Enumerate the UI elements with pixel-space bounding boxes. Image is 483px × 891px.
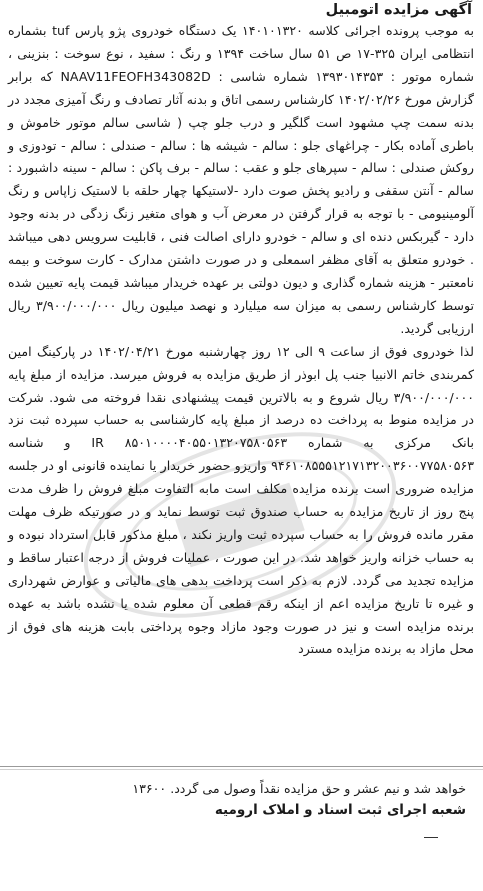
section-divider [0,766,483,767]
notice-body: به موجب پرونده اجرائی کلاسه ۱۴۰۱۰۱۳۲۰ یک دستگاه خودروی پژو پارس tuf بشماره انتظامی ایران ۳۲۵-۱۷ ص ۵۱ سال ساخت ۱۳۹۴ و رنگ : سفید ، نوع سوخت : بنزینی ، شماره موتور : ۱۳۹۳۰۱۴۳۵۳ شماره شاسی : NAAV11FEOFH343082D که برابر گزارش مورخ ۱۴۰۲/۰۲/۲۶ کارشناس رسمی اتاق و بدنه آثار تصادف و رنگ آمیزی مجدد در بدنه سمت چپ مشهود است گلگیر و درب جلو چپ ( شاسی سالم موتور خاموش و باطری آماده بکار - چراغهای جلو : سالم - شیشه ها : سالم - صندلی : سالم - تودوزی و روکش صندلی : سالم - سپرهای جلو و عقب : سالم - برف پاکن : سالم - سینه داشبورد : سالم - آنتن سقفی و رادیو پخش صوت دارد -لاستیکها چهار حلقه با لاستیک زاپاس و رنگ آلومینیومی - با توجه به قرار گرفتن در معرض آب و هوای متغیر زنگ زدگی در بدنه وجود دارد - گیربکس دنده ای و سالم - خودرو دارای اصالت فنی ، قابلیت سرویس دهی میباشد . خودرو متعلق به آقای مظفر اسمعلی و در صورت داشتن مدارک - کارت سوخت و بیمه نامعتبر - هزینه شماره گذاری و دیون دولتی بر عهده خریدار میباشد قیمت پایه تعیین شده توسط کارشناس رسمی به میزان سه میلیارد و نهصد میلیون ریال ۳/۹۰۰/۰۰۰/۰۰۰ ریال ارزیابی گردید. [8,23,475,336]
notice-body-continued: لذا خودروی فوق از ساعت ۹ الی ۱۲ روز چهارشنبه مورخ ۱۴۰۲/۰۴/۲۱ در پارکینگ امین کمربندی خاتم الانبیا جنب پل ابوذر از طریق مزایده به فروش میرسد. مزایده از مبلغ پایه ۳/۹۰۰/۰۰۰/۰۰۰ ریال شروع و به بالاترین قیمت پیشنهادی نقدا فروخته می شود. شرکت در مزایده منوط به پرداخت ده درصد از مبلغ پایه کارشناسی به حساب سپرده ثبت نزد بانک مرکزی به شماره ۸۵۰۱۰۰۰۰۴۰۵۵۰۱۳۲۰۷۵۸۰۵۶۳ IR و شناسه ۹۴۶۱۰۸۵۵۵۱۲۱۷۱۳۲۰۰۳۶۰۰۷۷۵۸۰۵۶۳ واریزو حضور خریدار یا نماینده قانونی او در جلسه مزایده ضروری است برنده مزایده مکلف است مابه التفاوت مبلغ فروش را ظرف مدت پنج روز از تاریخ مزایده به حساب صندوق ثبت توسط نماید و در صورتیکه ظرف مهلت مقرر مانده فروش را به حساب سپرده ثبت واریز نکند ، مبلغ مذکور قابل استرداد نبوده و به حساب خزانه واریز خواهد شد. در این صورت ، عملیات فروش از درجه اعتبار ساقط و مزایده تجدید می گردد. لازم به ذکر است پرداخت بدهی های مالیاتی و عوارض شهرداری و غیره تا تاریخ مزایده اعم از اینکه رقم قطعی آن معلوم شده یا نشده باشد به عهده برنده مزایده است و نیز در صورت وجود مازاد وجوه پرداختی بابت هزینه های فوق از محل مازاد به برنده مزایده مسترد [8,343,475,657]
issuing-office: شعبه اجرای ثبت اسناد و املاک ارومیه [214,802,466,818]
notice-title: آگهی مزایده اتومبیل [325,2,472,18]
auction-notice [8,0,474,745]
notice-footer [8,779,474,821]
end-dash [424,837,438,838]
footer-continuation: خواهد شد و نیم عشر و حق مزایده نقداً وصول می گردد. ۱۳۶۰۰ [132,781,466,796]
section-divider-shadow [0,769,483,770]
